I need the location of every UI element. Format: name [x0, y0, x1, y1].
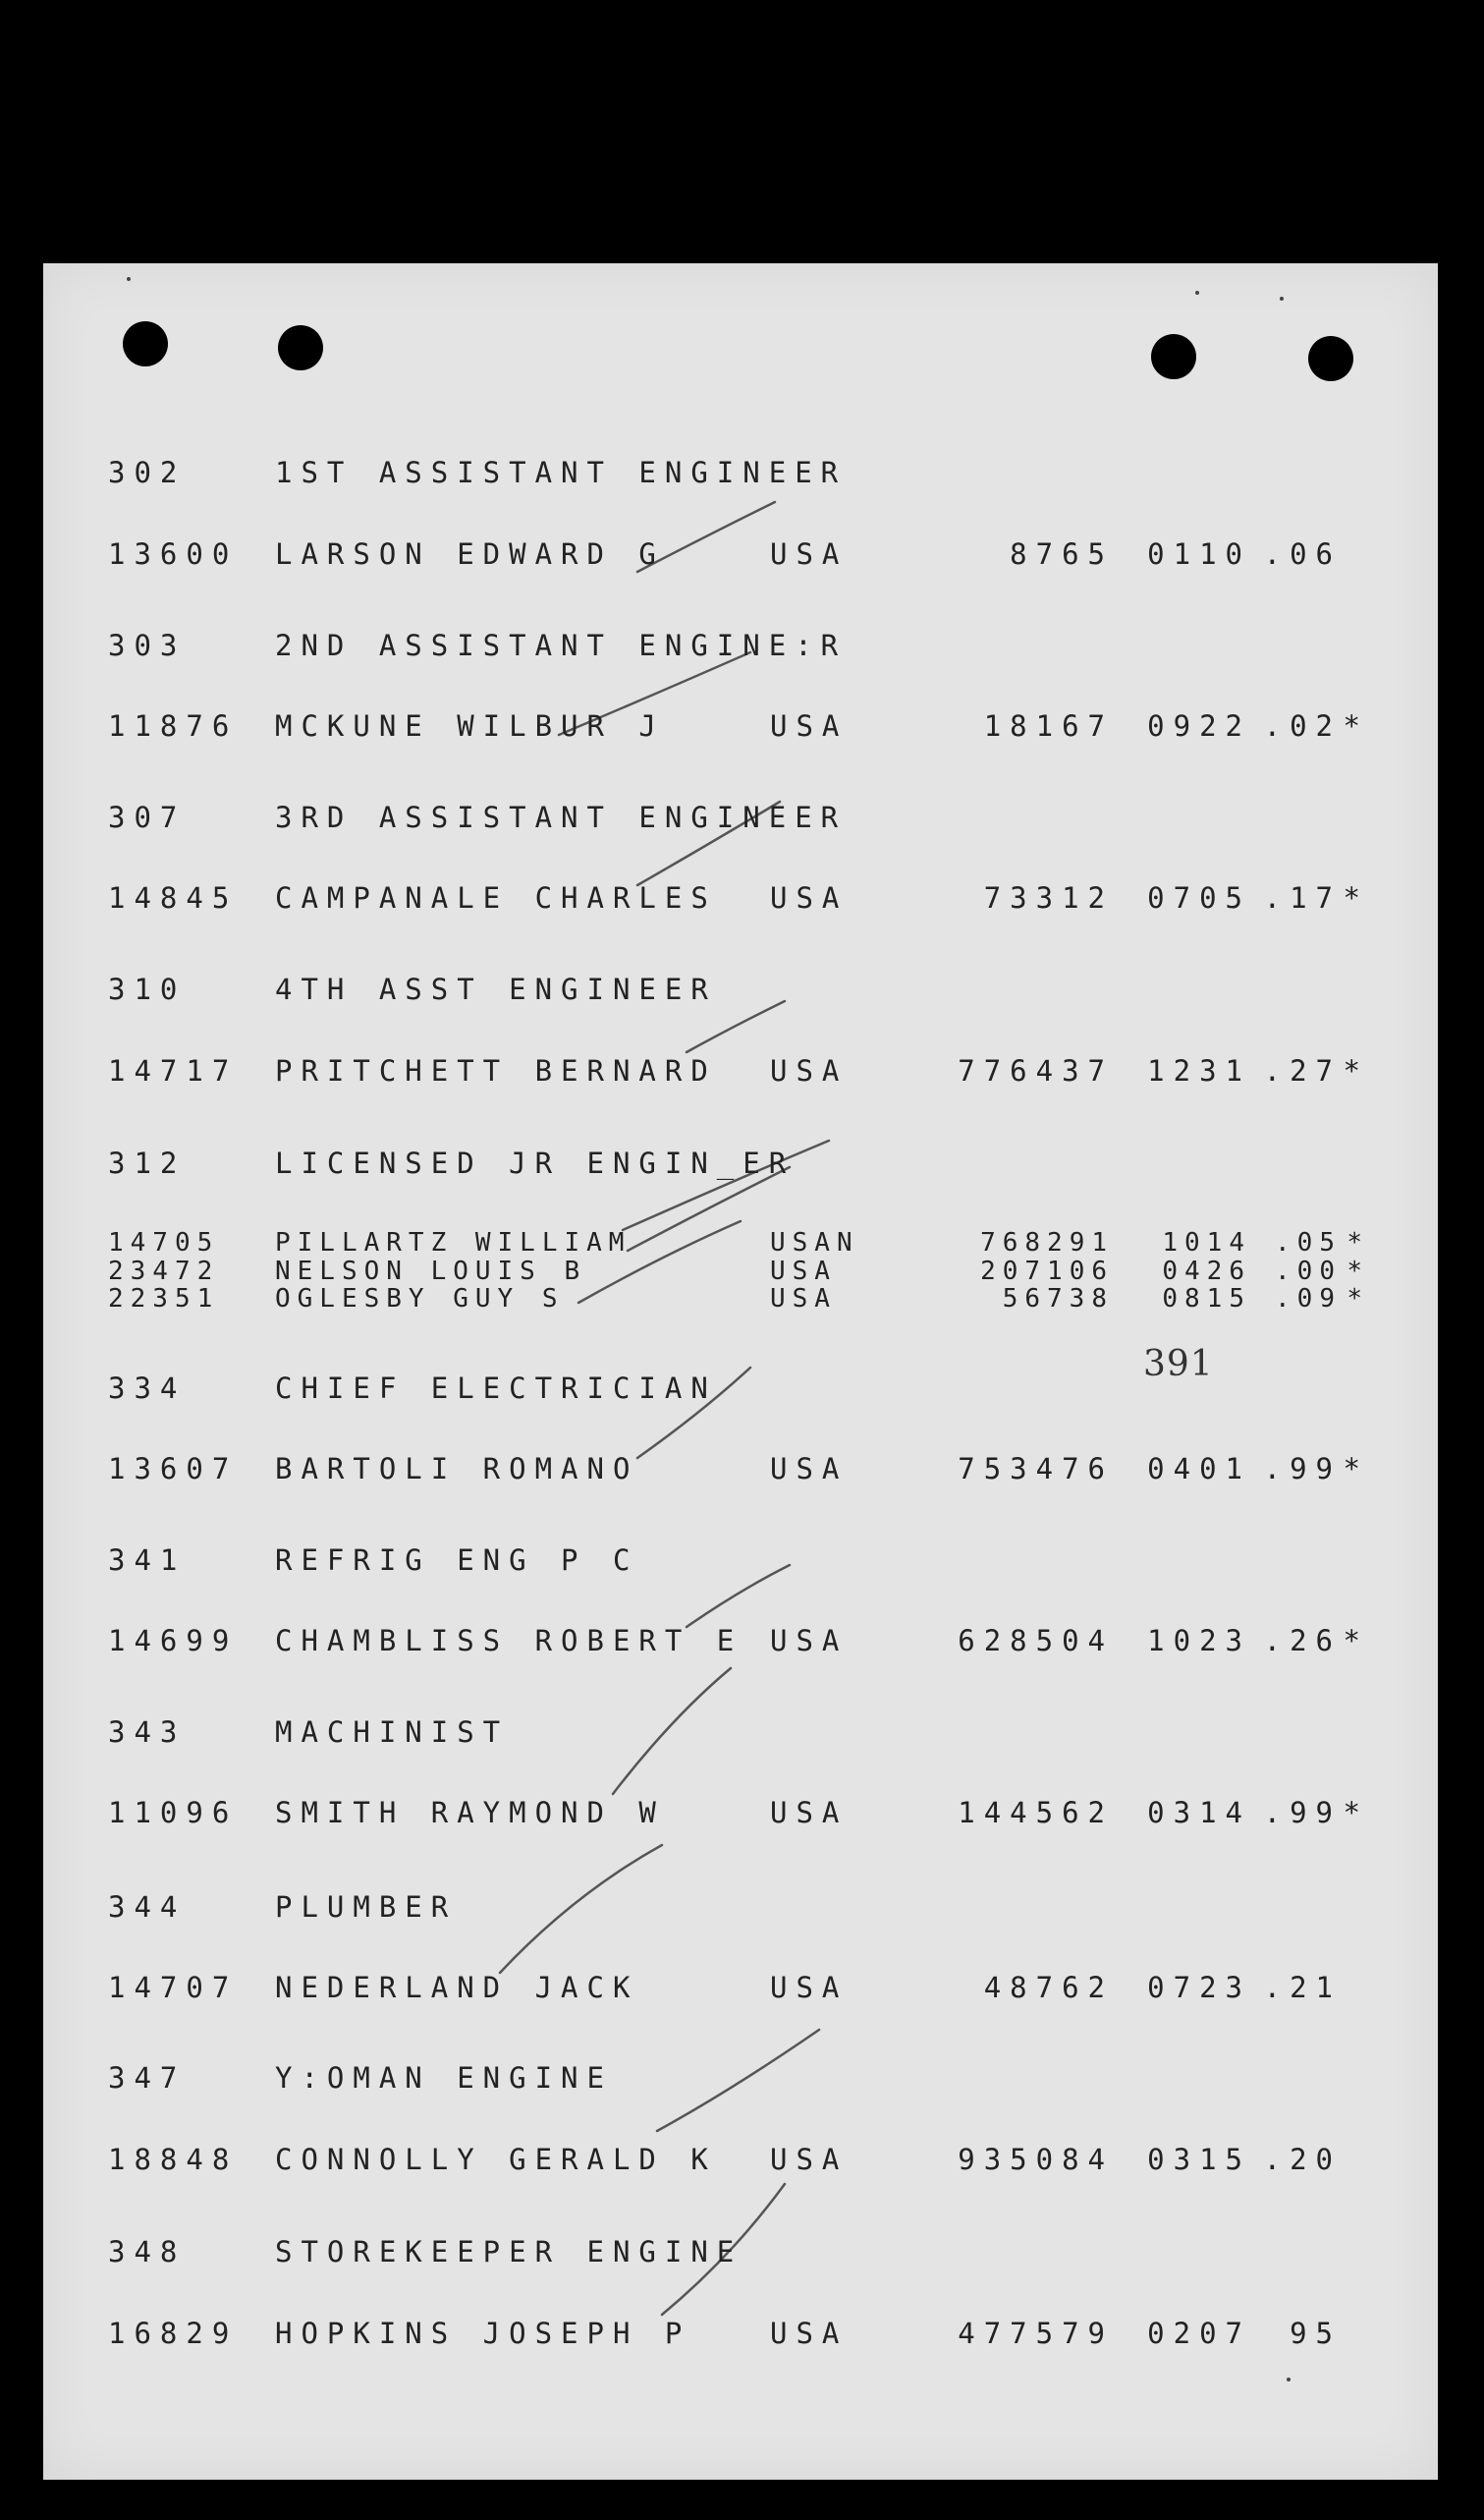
value-code: .27 — [1263, 1054, 1342, 1088]
crew-id: 23472 — [108, 1257, 220, 1286]
citizenship: USA — [770, 1257, 837, 1286]
citizenship: USA — [770, 1452, 849, 1485]
citizenship: USAN — [770, 1228, 859, 1258]
value-code: .02 — [1263, 709, 1342, 743]
document-number: 628504 — [958, 1624, 1114, 1657]
section-header — [43, 1543, 1438, 1577]
asterisk-mark: * — [1343, 1452, 1369, 1485]
citizenship: USA — [770, 537, 849, 571]
asterisk-mark: * — [1343, 881, 1369, 915]
crew-name: PILLARTZ WILLIAM — [275, 1228, 632, 1258]
paper-speck — [127, 277, 131, 281]
section-header — [43, 973, 1438, 1006]
crew-id: 14717 — [108, 1054, 239, 1088]
asterisk-mark: * — [1343, 1796, 1369, 1829]
position-title: LICENSED JR ENGIN_ER — [275, 1147, 796, 1180]
crew-entry-row — [43, 537, 1438, 571]
citizenship: USA — [770, 1284, 837, 1314]
asterisk-mark: * — [1343, 1054, 1369, 1088]
position-title: MACHINIST — [275, 1715, 510, 1749]
value-code: .17 — [1263, 881, 1342, 915]
citizenship: USA — [770, 881, 849, 915]
crew-name: NELSON LOUIS B — [275, 1257, 587, 1286]
position-code: 302 — [108, 456, 187, 489]
document-number: 8765 — [1010, 537, 1114, 571]
value-code: .21 — [1263, 1971, 1342, 2004]
crew-name: NEDERLAND JACK — [275, 1971, 639, 2004]
crew-id: 14845 — [108, 881, 239, 915]
crew-entry-row — [43, 709, 1438, 743]
document-number: 144562 — [958, 1796, 1114, 1829]
position-title: 1ST ASSISTANT ENGINEER — [275, 456, 848, 489]
punch-hole — [278, 325, 323, 370]
date-code: 0207 — [1147, 2317, 1251, 2350]
crew-name: OGLESBY GUY S — [275, 1284, 565, 1314]
date-code: 0401 — [1147, 1452, 1251, 1485]
position-code: 334 — [108, 1372, 187, 1405]
value-code: .26 — [1263, 1624, 1342, 1657]
date-code: 0922 — [1147, 709, 1251, 743]
position-title: PLUMBER — [275, 1890, 458, 1924]
crew-entry-row — [43, 2317, 1438, 2350]
punch-hole — [1308, 336, 1353, 381]
citizenship: USA — [770, 709, 849, 743]
asterisk-mark: * — [1347, 1284, 1369, 1314]
crew-id: 11876 — [108, 709, 239, 743]
section-header — [43, 1147, 1438, 1180]
section-header — [43, 629, 1438, 662]
document-number: 768291 — [980, 1228, 1114, 1258]
date-code: 0723 — [1147, 1971, 1251, 2004]
document-page — [43, 263, 1438, 2480]
position-code: 303 — [108, 629, 187, 662]
crew-name: MCKUNE WILBUR J — [275, 709, 665, 743]
date-code: 0315 — [1147, 2143, 1251, 2176]
position-code: 348 — [108, 2235, 187, 2268]
position-title: STOREKEEPER ENGINE — [275, 2235, 743, 2268]
crew-name: CONNOLLY GERALD K — [275, 2143, 717, 2176]
document-number: 477579 — [958, 2317, 1114, 2350]
crew-entry-row — [43, 881, 1438, 915]
section-header — [43, 2061, 1438, 2095]
value-code: .09 — [1275, 1284, 1342, 1314]
asterisk-mark: * — [1347, 1228, 1369, 1258]
section-header — [43, 1372, 1438, 1405]
crew-id: 14705 — [108, 1228, 220, 1258]
crew-name: SMITH RAYMOND W — [275, 1796, 665, 1829]
position-title: Y:OMAN ENGINE — [275, 2061, 613, 2095]
paper-speck — [1287, 2378, 1291, 2381]
position-code: 312 — [108, 1147, 187, 1180]
value-code: 95 — [1290, 2317, 1342, 2350]
asterisk-mark: * — [1343, 709, 1369, 743]
value-code: .00 — [1275, 1257, 1342, 1286]
date-code: 0705 — [1147, 881, 1251, 915]
document-number: 776437 — [958, 1054, 1114, 1088]
position-code: 307 — [108, 801, 187, 834]
crew-id: 18848 — [108, 2143, 239, 2176]
crew-entry-row — [43, 2143, 1438, 2176]
date-code: 1014 — [1162, 1228, 1251, 1258]
position-code: 310 — [108, 973, 187, 1006]
section-header — [43, 801, 1438, 834]
section-header — [43, 2235, 1438, 2268]
date-code: 0110 — [1147, 537, 1251, 571]
citizenship: USA — [770, 1054, 849, 1088]
section-header — [43, 456, 1438, 489]
paper-speck — [1280, 297, 1284, 301]
crew-entry-row — [43, 1054, 1438, 1088]
document-number: 753476 — [958, 1452, 1114, 1485]
document-number: 56738 — [1002, 1284, 1114, 1314]
asterisk-mark: * — [1343, 1624, 1369, 1657]
crew-name: CAMPANALE CHARLES — [275, 881, 717, 915]
date-code: 1023 — [1147, 1624, 1251, 1657]
section-header — [43, 1890, 1438, 1924]
crew-id: 13600 — [108, 537, 239, 571]
document-number: 207106 — [980, 1257, 1114, 1286]
crew-id: 22351 — [108, 1284, 220, 1314]
value-code: .99 — [1263, 1796, 1342, 1829]
check-mark — [687, 1001, 785, 1052]
crew-entry-row — [43, 1796, 1438, 1829]
position-title: 2ND ASSISTANT ENGINE:R — [275, 629, 848, 662]
citizenship: USA — [770, 2143, 849, 2176]
position-code: 347 — [108, 2061, 187, 2095]
crew-name: BARTOLI ROMANO — [275, 1452, 639, 1485]
position-title: 3RD ASSISTANT ENGINEER — [275, 801, 848, 834]
crew-entry-row — [43, 1285, 1438, 1318]
section-header — [43, 1715, 1438, 1749]
asterisk-mark: * — [1347, 1257, 1369, 1286]
position-title: REFRIG ENG P C — [275, 1543, 639, 1577]
position-code: 343 — [108, 1715, 187, 1749]
position-title: 4TH ASST ENGINEER — [275, 973, 717, 1006]
date-code: 0314 — [1147, 1796, 1251, 1829]
date-code: 0815 — [1162, 1284, 1251, 1314]
position-title: CHIEF ELECTRICIAN — [275, 1372, 717, 1405]
position-code: 344 — [108, 1890, 187, 1924]
crew-entry-row — [43, 1624, 1438, 1657]
paper-speck — [1195, 291, 1199, 295]
value-code: .05 — [1275, 1228, 1342, 1258]
value-code: .20 — [1263, 2143, 1342, 2176]
citizenship: USA — [770, 2317, 849, 2350]
citizenship: USA — [770, 1796, 849, 1829]
crew-entry-row — [43, 1452, 1438, 1485]
value-code: .06 — [1263, 537, 1342, 571]
punch-hole — [1151, 334, 1196, 379]
document-number: 48762 — [983, 1971, 1114, 2004]
date-code: 0426 — [1162, 1257, 1251, 1286]
punch-hole — [123, 321, 168, 366]
crew-id: 14707 — [108, 1971, 239, 2004]
crew-name: HOPKINS JOSEPH P — [275, 2317, 691, 2350]
position-code: 341 — [108, 1543, 187, 1577]
crew-entry-row — [43, 1971, 1438, 2004]
crew-id: 14699 — [108, 1624, 239, 1657]
crew-name: PRITCHETT BERNARD — [275, 1054, 717, 1088]
document-number: 935084 — [958, 2143, 1114, 2176]
citizenship: USA — [770, 1971, 849, 2004]
crew-name: LARSON EDWARD G — [275, 537, 665, 571]
crew-id: 13607 — [108, 1452, 239, 1485]
crew-id: 16829 — [108, 2317, 239, 2350]
date-code: 1231 — [1147, 1054, 1251, 1088]
handwritten-page-number: 391 — [1143, 1344, 1214, 1384]
crew-id: 11096 — [108, 1796, 239, 1829]
document-number: 73312 — [983, 881, 1114, 915]
crew-name: CHAMBLISS ROBERT E — [275, 1624, 743, 1657]
citizenship: USA — [770, 1624, 849, 1657]
document-number: 18167 — [983, 709, 1114, 743]
value-code: .99 — [1263, 1452, 1342, 1485]
